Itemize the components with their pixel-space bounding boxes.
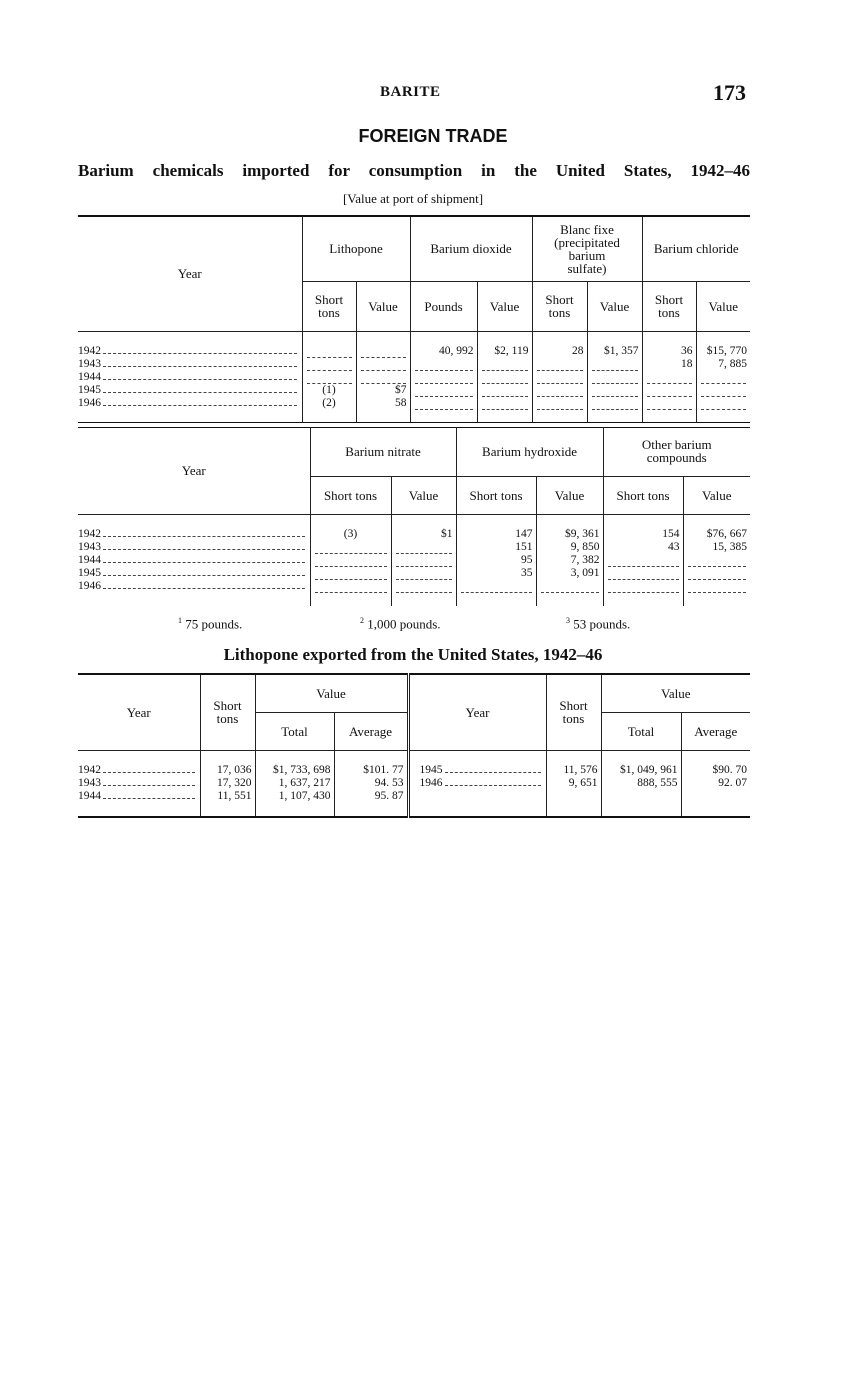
- table-cell: [391, 580, 456, 593]
- year-header: Year: [78, 674, 200, 750]
- table-row: [78, 528, 750, 541]
- table-row: [78, 554, 750, 567]
- table-cell: [603, 554, 683, 567]
- table-cell: (2): [302, 397, 356, 410]
- table-cell: [587, 371, 642, 384]
- year-label: 1942: [78, 763, 101, 776]
- empty-dash: [688, 571, 747, 580]
- empty-dash: [647, 388, 692, 397]
- table-cell: (1): [302, 384, 356, 397]
- empty-dash: [688, 558, 747, 567]
- spacer-row: [78, 593, 750, 606]
- empty-dash: [537, 362, 583, 371]
- empty-dash: [608, 558, 679, 567]
- spacer-row: [78, 410, 750, 423]
- empty-dash: [307, 349, 352, 358]
- leader-dots: [103, 548, 305, 550]
- subcol-header: Short tons: [456, 476, 536, 514]
- subcol-header: Value: [356, 281, 410, 331]
- short-tons-header-right: Short tons: [546, 674, 601, 750]
- empty-dash: [415, 388, 473, 397]
- table-cell: 1, 107, 430: [255, 790, 334, 803]
- table-cell: [391, 554, 456, 567]
- table-cell: [477, 384, 532, 397]
- table-cell: [696, 371, 750, 384]
- table-cell: [302, 345, 356, 358]
- table-cell: [410, 397, 477, 410]
- average-header: Average: [334, 712, 408, 750]
- empty-dash: [415, 362, 473, 371]
- table-cell: 15, 385: [683, 541, 750, 554]
- table-row: [78, 397, 750, 410]
- table-cell: [603, 580, 683, 593]
- empty-dash: [307, 375, 352, 384]
- short-tons-header: Short tons: [200, 674, 255, 750]
- empty-dash: [541, 584, 599, 593]
- year-header: Year: [78, 216, 302, 331]
- table-cell: 95: [456, 554, 536, 567]
- empty-dash: [592, 375, 638, 384]
- table-cell: 9, 651: [546, 777, 601, 790]
- empty-dash: [482, 388, 528, 397]
- empty-dash: [315, 571, 387, 580]
- table-cell: 17, 320: [200, 777, 255, 790]
- table-cell: [356, 371, 410, 384]
- year-cell: [78, 371, 302, 384]
- table-cell: [642, 371, 696, 384]
- year-header: Year: [78, 427, 310, 514]
- table-cell: [642, 397, 696, 410]
- table-cell: [681, 790, 750, 803]
- leader-dots: [103, 352, 297, 354]
- footnotes: [0, 616, 866, 634]
- year-label: 1944: [78, 553, 101, 566]
- table-cell: $1, 049, 961: [601, 764, 681, 777]
- table-cell: [310, 580, 391, 593]
- empty-dash: [482, 362, 528, 371]
- table-cell: 94. 53: [334, 777, 408, 790]
- empty-dash: [647, 401, 692, 410]
- empty-dash: [482, 375, 528, 384]
- group-header-barium-nitrate: Barium nitrate: [310, 427, 456, 476]
- subcol-header: Short tons: [302, 281, 356, 331]
- table-cell: $1, 733, 698: [255, 764, 334, 777]
- spacer-row: [78, 750, 750, 764]
- value-header: Value: [255, 674, 408, 712]
- spacer-row: [78, 331, 750, 345]
- group-header-other-barium-compounds: Other barium compounds: [603, 427, 750, 476]
- average-header-right: Average: [681, 712, 750, 750]
- table-cell: 11, 551: [200, 790, 255, 803]
- table-row: [78, 790, 750, 803]
- table-cell: $1: [391, 528, 456, 541]
- table1-title: Barium chemicals imported for consumption in the United States, 1942–46: [78, 161, 750, 180]
- subcol-header: Value: [477, 281, 532, 331]
- year-cell: [78, 554, 310, 567]
- table2-title: Lithopone exported from the United States, 1942–46: [223, 645, 603, 664]
- year-label: 1946: [78, 396, 101, 409]
- year-label: 1944: [78, 370, 101, 383]
- year-label: 1943: [78, 357, 101, 370]
- empty-dash: [608, 584, 679, 593]
- year-cell: [78, 567, 310, 580]
- table-cell: 11, 576: [546, 764, 601, 777]
- table-cell: $9, 361: [536, 528, 603, 541]
- table-row: [78, 764, 750, 777]
- table-cell: 151: [456, 541, 536, 554]
- table-cell: [477, 371, 532, 384]
- subcol-header: Short tons: [642, 281, 696, 331]
- table-cell: [391, 567, 456, 580]
- leader-dots: [103, 784, 195, 786]
- table-cell: [532, 397, 587, 410]
- table-cell: (3): [310, 528, 391, 541]
- section-title: FOREIGN TRADE: [358, 126, 508, 146]
- table-cell: 7, 885: [696, 358, 750, 371]
- table-cell: $90. 70: [681, 764, 750, 777]
- year-cell: [78, 541, 310, 554]
- empty-dash: [396, 584, 452, 593]
- table-cell: 58: [356, 397, 410, 410]
- year-label: 1946: [419, 776, 443, 789]
- year-label: 1945: [419, 763, 443, 776]
- year-cell: [78, 384, 302, 397]
- page-number: 173: [713, 80, 746, 105]
- leader-dots: [103, 561, 305, 563]
- table-cell: $76, 667: [683, 528, 750, 541]
- empty-dash: [537, 388, 583, 397]
- empty-dash: [482, 401, 528, 410]
- table-cell: 40, 992: [410, 345, 477, 358]
- table-cell: [356, 358, 410, 371]
- year-label: 1943: [78, 776, 101, 789]
- table-cell: 36: [642, 345, 696, 358]
- empty-dash: [592, 388, 638, 397]
- table-cell: [532, 384, 587, 397]
- empty-dash: [461, 584, 532, 593]
- table-cell: [310, 541, 391, 554]
- running-title: BARITE: [380, 84, 441, 100]
- footnote-1: $^1$ 75 pounds.: [178, 616, 243, 632]
- imports-table-part1: [78, 215, 750, 423]
- empty-dash: [396, 571, 452, 580]
- table-cell: 17, 036: [200, 764, 255, 777]
- table-cell: [683, 567, 750, 580]
- leader-dots: [103, 587, 305, 589]
- year-cell: [78, 764, 200, 777]
- table-cell: [391, 541, 456, 554]
- empty-dash: [592, 362, 638, 371]
- empty-dash: [701, 388, 747, 397]
- year-label: 1945: [78, 566, 101, 579]
- year-cell: [408, 790, 546, 803]
- table-cell: [410, 371, 477, 384]
- footnote-2: $^2$ 1,000 pounds.: [360, 616, 441, 632]
- table-row: [78, 567, 750, 580]
- year-cell: [78, 528, 310, 541]
- table-cell: 35: [456, 567, 536, 580]
- empty-dash: [701, 401, 747, 410]
- empty-dash: [361, 349, 406, 358]
- table-cell: $7: [356, 384, 410, 397]
- table-cell: [696, 397, 750, 410]
- empty-dash: [361, 362, 406, 371]
- year-label: 1946: [78, 579, 101, 592]
- subcol-header: Value: [536, 476, 603, 514]
- table-cell: 888, 555: [601, 777, 681, 790]
- table-cell: [410, 358, 477, 371]
- exports-body: [78, 750, 750, 817]
- table-cell: 43: [603, 541, 683, 554]
- leader-dots: [103, 797, 195, 799]
- empty-dash: [361, 375, 406, 384]
- leader-dots: [103, 535, 305, 537]
- table-cell: [642, 384, 696, 397]
- leader-dots: [103, 391, 297, 393]
- subcol-header: Pounds: [410, 281, 477, 331]
- leader-dots: [103, 404, 297, 406]
- table-cell: $1, 357: [587, 345, 642, 358]
- empty-dash: [608, 571, 679, 580]
- group-header-blanc-fixe: Blanc fixe (precipitated barium sulfate): [532, 216, 642, 281]
- year-label: 1942: [78, 344, 101, 357]
- table1-subtitle: [Value at port of shipment]: [342, 191, 484, 206]
- table-cell: [683, 580, 750, 593]
- empty-dash: [592, 401, 638, 410]
- table-cell: 7, 382: [536, 554, 603, 567]
- spacer-row: [78, 803, 750, 817]
- table-cell: [477, 397, 532, 410]
- table-cell: [356, 345, 410, 358]
- table-cell: 147: [456, 528, 536, 541]
- year-label: 1943: [78, 540, 101, 553]
- table-cell: [302, 371, 356, 384]
- year-cell: [78, 580, 310, 593]
- footnote-3: $^3$ 53 pounds.: [566, 616, 631, 632]
- table-cell: [587, 358, 642, 371]
- total-header: Total: [255, 712, 334, 750]
- empty-dash: [396, 558, 452, 567]
- table-cell: [587, 384, 642, 397]
- exports-table: [78, 673, 750, 818]
- table-cell: [410, 384, 477, 397]
- subcol-header: Value: [391, 476, 456, 514]
- imports-table-part2: [78, 427, 750, 606]
- empty-dash: [307, 362, 352, 371]
- table-cell: 28: [532, 345, 587, 358]
- table-cell: $101. 77: [334, 764, 408, 777]
- table-cell: [601, 790, 681, 803]
- spacer-row: [78, 514, 750, 528]
- year-label: 1942: [78, 527, 101, 540]
- table-cell: [456, 580, 536, 593]
- table-cell: [536, 580, 603, 593]
- table-cell: [302, 358, 356, 371]
- value-header-right: Value: [601, 674, 750, 712]
- table-row: [78, 580, 750, 593]
- table-cell: [603, 567, 683, 580]
- year-cell: [408, 777, 546, 790]
- year-cell: [78, 397, 302, 410]
- empty-dash: [701, 375, 747, 384]
- table-cell: 1, 637, 217: [255, 777, 334, 790]
- table-row: [78, 541, 750, 554]
- year-cell: [408, 764, 546, 777]
- table-cell: 9, 850: [536, 541, 603, 554]
- imports-part2-body: [78, 514, 750, 606]
- group-header-lithopone: Lithopone: [302, 216, 410, 281]
- table-cell: [683, 554, 750, 567]
- table-cell: 18: [642, 358, 696, 371]
- year-cell: [78, 777, 200, 790]
- imports-part1-body: [78, 331, 750, 423]
- group-header-barium-dioxide: Barium dioxide: [410, 216, 532, 281]
- table-cell: [587, 397, 642, 410]
- table-row: [78, 384, 750, 397]
- year-label: 1945: [78, 383, 101, 396]
- group-header-barium-hydroxide: Barium hydroxide: [456, 427, 603, 476]
- table-row: [78, 358, 750, 371]
- table-cell: [696, 384, 750, 397]
- subcol-header: Value: [587, 281, 642, 331]
- year-cell: [78, 790, 200, 803]
- subcol-header: Short tons: [532, 281, 587, 331]
- table-row: [78, 345, 750, 358]
- leader-dots: [103, 574, 305, 576]
- table-cell: 3, 091: [536, 567, 603, 580]
- table-row: [78, 777, 750, 790]
- table-cell: [532, 358, 587, 371]
- year-header-right: Year: [408, 674, 546, 750]
- table-cell: [546, 790, 601, 803]
- empty-dash: [415, 375, 473, 384]
- table-cell: 92. 07: [681, 777, 750, 790]
- subcol-header: Value: [696, 281, 750, 331]
- table-cell: 95. 87: [334, 790, 408, 803]
- year-label: 1944: [78, 789, 101, 802]
- subcol-header: Short tons: [310, 476, 391, 514]
- total-header-right: Total: [601, 712, 681, 750]
- empty-dash: [315, 545, 387, 554]
- empty-dash: [537, 375, 583, 384]
- empty-dash: [537, 401, 583, 410]
- empty-dash: [315, 584, 387, 593]
- table-row: [78, 371, 750, 384]
- running-header: [0, 80, 866, 108]
- table-cell: [310, 567, 391, 580]
- table-cell: 154: [603, 528, 683, 541]
- leader-dots: [445, 784, 541, 786]
- table-cell: [310, 554, 391, 567]
- table-cell: [477, 358, 532, 371]
- table-cell: [532, 371, 587, 384]
- subcol-header: Value: [683, 476, 750, 514]
- empty-dash: [688, 584, 747, 593]
- leader-dots: [103, 378, 297, 380]
- empty-dash: [315, 558, 387, 567]
- empty-dash: [647, 375, 692, 384]
- year-cell: [78, 358, 302, 371]
- empty-dash: [396, 545, 452, 554]
- table-cell: $15, 770: [696, 345, 750, 358]
- year-cell: [78, 345, 302, 358]
- leader-dots: [103, 771, 195, 773]
- group-header-barium-chloride: Barium chloride: [642, 216, 750, 281]
- empty-dash: [415, 401, 473, 410]
- table-cell: $2, 119: [477, 345, 532, 358]
- subcol-header: Short tons: [603, 476, 683, 514]
- leader-dots: [445, 771, 541, 773]
- leader-dots: [103, 365, 297, 367]
